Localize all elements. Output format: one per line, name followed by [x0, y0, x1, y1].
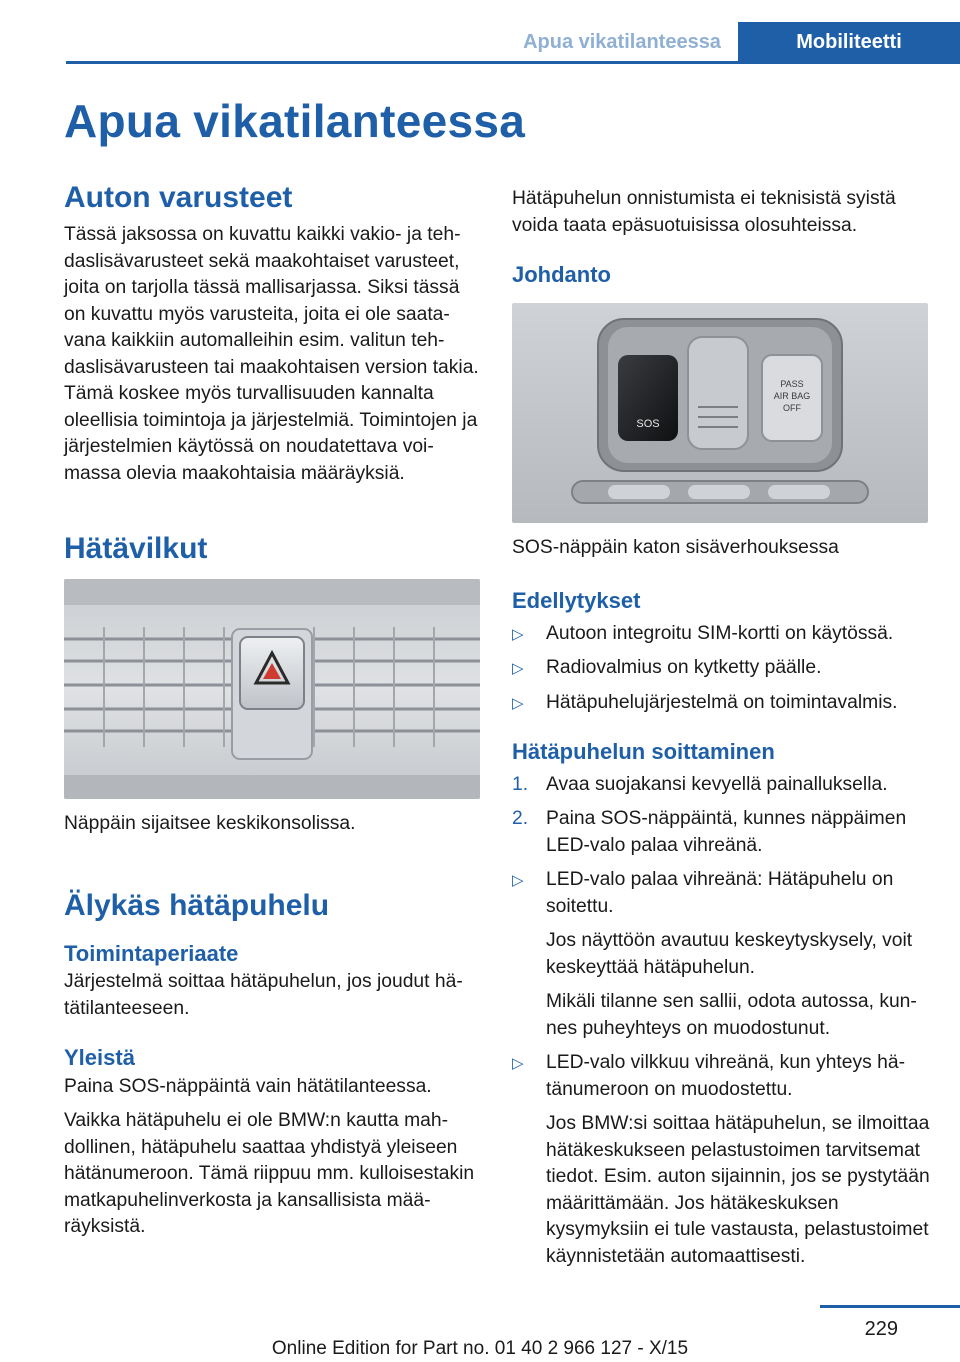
sos-caption: SOS-näppäin katon sisäverhouksessa [512, 536, 839, 558]
list-item: ▷ LED-valo vilkkuu vihreänä, kun yhteys hätänumeroon on muodostettu. Jos BMW:si soittaa hätäpuhelun, se ilmoittaa hätäkeskukseen pelastustoimen tarvitsemat tiedot. Esim. auton sijainnin, jos se pystytään määrittämään. Jos hätäkeskuksen kysymyksiin ei tule vastausta, pelastustoimet käynnistetään automaattisesti. [512, 1052, 930, 1267]
hazard-caption: Näppäin sijaitsee keskikonsolissa. [64, 813, 356, 834]
left-column [64, 180, 480, 1241]
hazard-button-photo [64, 579, 480, 799]
principle-paragraph: Järjestelmä soittaa hätäpuhelun, jos joudut hätätilanteeseen. [64, 971, 463, 1019]
page-number: 229 [864, 1318, 898, 1340]
list-item: 1. Avaa suojakansi kevyellä painalluksella. [512, 773, 888, 795]
call-steps-list [512, 772, 930, 1271]
equipment-paragraph: Tässä jaksossa on kuvattu kaikki vakio- ja tehdaslisävarusteet sekä maakohtaiset varusteet, joita on tarjolla tässä mallisarjassa. Siksi tässä on kuvattu myös varusteita, joita ei ole saatavana kaikkiin automalleihin esim. valitun tehdaslisävarusteen tai maakohtaisen version takia. Tämä koskee myös turvallisuuden kannalta oleellisia toimintoja ja järjestelmiä. Toimintojen ja järjestelmien käytössä on noudatettava voimassa olevia maakohtaisia määräyksiä. [64, 224, 479, 484]
list-item: ▷ Autoon integroitu SIM-kortti on käytössä. [512, 621, 930, 648]
prerequisites-list [512, 621, 930, 717]
bullet-marker: ▷ [512, 1055, 524, 1072]
footer-rule [820, 1305, 960, 1308]
bullet-marker: ▷ [512, 625, 524, 643]
hazard-heading: Hätävilkut [64, 532, 208, 565]
general-paragraph-1: Paina SOS-näppäintä vain hätätilanteessa. [64, 1075, 432, 1097]
equipment-heading: Auton varusteet [64, 181, 293, 214]
edition-footer: Online Edition for Part no. 01 40 2 966 127 - X/15 [271, 1338, 689, 1359]
list-item: ▷ Radiovalmius on kytketty päälle. [512, 655, 930, 682]
right-column [512, 180, 930, 1270]
section-tab: Apua vikatilanteessa [523, 31, 721, 53]
off-label: OFF [783, 402, 801, 413]
header-rule [66, 61, 960, 64]
bullet-marker: ▷ [512, 694, 524, 712]
sos-button-photo [512, 303, 928, 523]
prerequisites-heading: Edellytykset [512, 588, 641, 613]
list-item: ▷ LED-valo palaa vihreänä: Hätäpuhelu on soitettu. Jos näyttöön avautuu keskeytyskysely, voit keskeyttää hätäpuhelun. Mikäli tilanne sen sallii, odota autossa, kunnes puheyhteys on muodostunut. [512, 869, 917, 1039]
general-heading: Yleistä [64, 1045, 135, 1070]
sos-button-label: SOS [636, 417, 660, 430]
intro-heading: Johdanto [512, 262, 611, 287]
general-paragraph-2: Vaikka hätäpuhelu ei ole BMW:n kautta mahdollinen, hätäpuhelu saattaa yhdistyä yleiseen hätänumeroon. Tämä riippuu mm. kulloisestakin matkapuhelinverkosta ja kansallisista määräyksistä. [64, 1110, 475, 1237]
principle-heading: Toimintaperiaate [64, 940, 239, 966]
call-heading: Hätäpuhelun soittaminen [512, 739, 775, 764]
chapter-tab: Mobiliteetti [738, 22, 960, 62]
airbag-label: AIR BAG [773, 390, 811, 401]
bullet-marker: ▷ [512, 660, 524, 677]
list-item: ▷ Hätäpuhelujärjestelmä on toimintavalmis. [512, 690, 930, 717]
intro-paragraph: Hätäpuhelun onnistumista ei teknisistä syistä voida taata epäsuotuisissa olosuhteissa. [512, 188, 896, 236]
page-title: Apua vikatilanteessa [64, 95, 526, 147]
bullet-marker: ▷ [512, 872, 524, 889]
list-item: 2. Paina SOS-näppäintä, kunnes näppäimen LED-valo palaa vihreänä. [512, 808, 907, 856]
pass-label: PASS [780, 378, 804, 389]
smart-call-heading: Älykäs hätäpuhelu [64, 888, 330, 922]
